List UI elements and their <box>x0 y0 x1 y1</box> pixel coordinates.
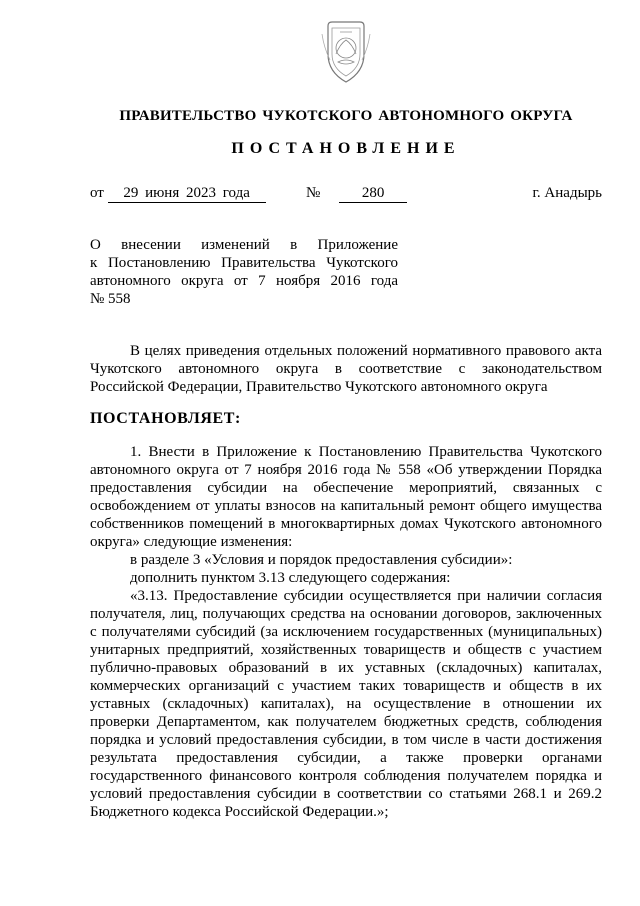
paragraph-2: в разделе 3 «Условия и порядок предоставления субсидии»: <box>130 552 513 568</box>
subject-line: № 558 <box>90 291 131 307</box>
resolves-heading: ПОСТАНОВЛЯЕТ: <box>90 410 241 427</box>
organization-title: ПРАВИТЕЛЬСТВО ЧУКОТСКОГО АВТОНОМНОГО ОКРУГА <box>119 108 573 124</box>
paragraph-3: дополнить пунктом 3.13 следующего содержания: <box>130 570 451 586</box>
document-number <box>306 184 407 203</box>
document-city: г. Анадырь <box>532 185 602 201</box>
paragraph-4: «3.13. Предоставление субсидии осуществляется при наличии согласия получателя, лиц, получающих средства на основании договоров, заключенных с получателями субсидий (за исключением государственных (муниципальных) унитарных предприятий, хозяйственных товариществ и обществ с участием публично-правовых образований в их уставных (складочных) капиталах, коммерческих организаций с участием таких товариществ и обществ в их уставных (складочных) капиталах), на осуществление в отношении их проверки Департаментом, как получателем бюджетных средств, соблюдения порядка и условий предоставления субсидии, в том числе в части достижения результата предоставления субсидии, а также проверки органами государственного финансового контроля соблюдения получателем порядка и условий предоставления субсидии в соответствии со статьями 268.1 и 269.2 Бюджетного кодекса Российской Федерации.»; <box>90 588 602 820</box>
number-prefix: № <box>306 185 321 201</box>
subject-line: к Постановлению Правительства Чукотского <box>90 255 398 271</box>
subject-line: автономного округа от 7 ноября 2016 года <box>90 273 398 289</box>
document-subject <box>90 236 398 308</box>
preamble-section <box>90 342 602 396</box>
paragraph-1: 1. Внести в Приложение к Постановлению Правительства Чукотского автономного округа от 7 ноября 2016 года № 558 «Об утверждении Порядка предоставления субсидии на обеспечение мероприятий, связанных с освобождением от уплаты взносов на капитальный ремонт общего имущества собственников помещений в многоквартирных домах Чукотского автономного округа» следующие изменения: <box>90 444 602 550</box>
document-type-title: ПОСТАНОВЛЕНИЕ <box>231 140 461 157</box>
main-text-section <box>90 443 602 821</box>
preamble-text: В целях приведения отдельных положений нормативного правового акта Чукотского автономного округа в соответствие с законодательством Российской Федерации, Правительство Чукотского автономного округа <box>90 343 602 395</box>
coat-of-arms-icon <box>318 18 374 86</box>
document-date <box>90 184 266 203</box>
subject-line: О внесении изменений в Приложение <box>90 237 398 253</box>
date-prefix: от <box>90 185 104 201</box>
date-value: 29 июня 2023 года <box>108 184 266 203</box>
number-value: 280 <box>339 184 407 203</box>
